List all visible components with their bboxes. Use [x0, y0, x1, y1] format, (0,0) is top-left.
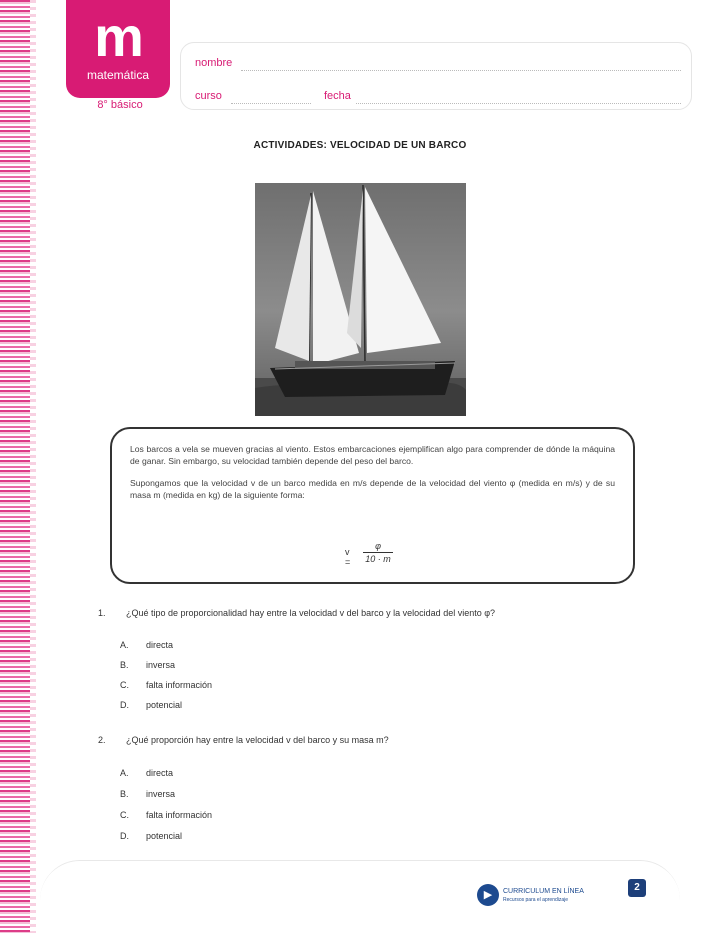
- logo-letter: m: [94, 5, 142, 68]
- question-2: [98, 735, 658, 749]
- context-paragraph-1: Los barcos a vela se mueven gracias al viento. Estos embarcaciones ejemplifican algo para comprender de dónde la máquina de ganar. Sin embargo, su velocidad también depende del peso del barco.: [130, 444, 615, 466]
- question-text: ¿Qué proporción hay entre la velocidad v del barco y su masa m?: [126, 735, 389, 745]
- q1-option-a[interactable]: [120, 640, 173, 650]
- course-field[interactable]: [231, 103, 311, 104]
- page-number: 2: [628, 879, 646, 897]
- q1-option-d[interactable]: [120, 700, 182, 710]
- q1-option-c[interactable]: [120, 680, 212, 690]
- option-text: directa: [146, 768, 174, 778]
- date-field[interactable]: [356, 103, 681, 104]
- formula-denominator: 10 · m: [365, 554, 391, 564]
- question-number: 2.: [98, 735, 106, 745]
- curriculum-logo-text: CURRICULUM EN LÍNEA: [503, 888, 584, 895]
- q2-option-a[interactable]: [120, 768, 173, 778]
- course-label: curso: [195, 90, 222, 102]
- formula-fraction: [363, 541, 393, 564]
- option-letter: B.: [120, 789, 129, 799]
- option-letter: C.: [120, 810, 129, 820]
- subject-logo: [66, 0, 170, 98]
- option-letter: A.: [120, 768, 129, 778]
- curriculum-logo[interactable]: [477, 884, 607, 908]
- sailboat-image: [255, 183, 466, 416]
- question-text: ¿Qué tipo de proporcionalidad hay entre la velocidad v del barco y la velocidad del viento φ?: [126, 608, 496, 618]
- name-label: nombre: [195, 57, 233, 69]
- date-label: fecha: [324, 90, 351, 102]
- option-letter: B.: [120, 660, 129, 670]
- activity-title: ACTIVIDADES: VELOCIDAD DE UN BARCO: [253, 140, 467, 151]
- question-1: [98, 608, 658, 622]
- option-text: falta información: [146, 810, 213, 820]
- curriculum-logo-subtext: Recursos para el aprendizaje: [503, 897, 569, 903]
- option-text: directa: [146, 640, 174, 650]
- student-info-frame: [180, 42, 692, 110]
- grade-label: 8° básico: [97, 99, 143, 111]
- option-text: potencial: [146, 831, 183, 841]
- option-letter: D.: [120, 831, 129, 841]
- option-text: inversa: [146, 789, 176, 799]
- formula-numerator: φ: [363, 541, 393, 553]
- formula-lhs: v =: [345, 547, 351, 567]
- option-letter: C.: [120, 680, 129, 690]
- option-text: inversa: [146, 660, 176, 670]
- option-letter: A.: [120, 640, 129, 650]
- name-field[interactable]: [241, 70, 681, 71]
- option-letter: D.: [120, 700, 129, 710]
- option-text: falta información: [146, 680, 213, 690]
- sailboat-photo: [255, 183, 466, 416]
- q2-option-c[interactable]: [120, 810, 212, 820]
- option-text: potencial: [146, 700, 183, 710]
- play-icon: ▶: [477, 884, 499, 906]
- logo-word: matemática: [86, 68, 150, 82]
- question-number: 1.: [98, 608, 106, 618]
- context-paragraph-2: Supongamos que la velocidad v de un barco medida en m/s depende de la velocidad del viento φ (medida en m/s) y de su masa m (medida en kg) de la siguiente forma:: [130, 478, 615, 500]
- q2-option-d[interactable]: [120, 831, 182, 841]
- q1-option-b[interactable]: [120, 660, 175, 670]
- q2-option-b[interactable]: [120, 789, 175, 799]
